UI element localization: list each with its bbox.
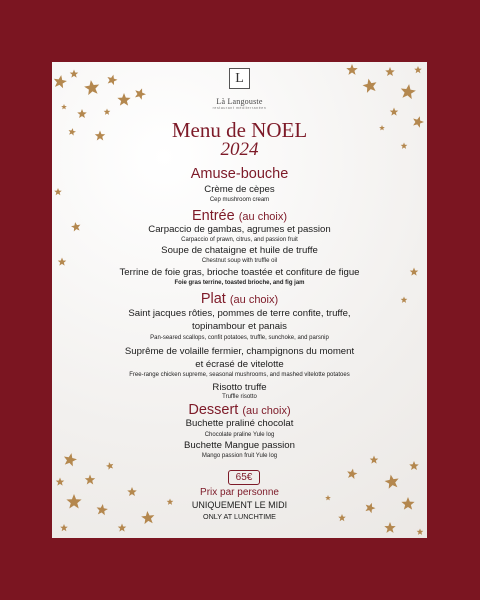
dish-plat-3-translation: Truffle risotto [222,394,257,400]
section-title: Entrée [191,208,235,224]
section-amuse-bouche [52,166,427,183]
brand-tagline: restaurant méditerranéen [212,106,267,110]
price-label: Prix par personne [200,487,279,498]
dish-entree-1-translation: Carpaccio of prawn, citrus, and passion fruit [181,237,298,243]
menu-year: 2024 [220,139,259,160]
dish-entree-3-translation: Foie gras terrine, toasted brioche, and fig jam [174,280,305,286]
dish-plat-3: Risotto truffe [212,382,267,393]
dish-plat-2-line1: Suprême de volaille fermier, champignons du moment [124,346,355,357]
dish-plat-1-line2: topinambour et panais [192,321,287,332]
brand-name: Là Langouste [216,97,263,106]
dish-plat-1-translation: Pan-seared scallops, confit potatoes, truffle, sunchoke, and parsnip [150,335,329,341]
logo-icon: L [229,68,250,89]
dish-plat-1-line1: Saint jacques rôties, pommes de terre confite, truffe, [128,308,351,319]
dish-amuse-1: Crème de cèpes [204,184,275,195]
dish-dessert-2-translation: Mango passion fruit Yule log [201,453,278,459]
dish-plat-2-line2: et écrasé de vitelotte [195,359,284,370]
section-note: (au choix) [229,294,279,306]
section-title: Plat [200,291,226,307]
availability-en: ONLY AT LUNCHTIME [203,512,276,521]
dish-entree-2-translation: Chestnut soup with truffle oil [201,258,278,264]
section-title: Amuse-bouche [190,166,289,182]
dish-entree-3: Terrine de foie gras, brioche toastée et confiture de figue [119,267,360,278]
availability-fr: UNIQUEMENT LE MIDI [191,500,288,510]
menu-title: Menu de NOEL [171,118,308,142]
menu-card [52,62,427,538]
section-title: Dessert [188,402,239,418]
dish-dessert-1-translation: Chocolate praline Yule log [204,432,275,438]
dish-dessert-2: Buchette Mangue passion [184,440,295,451]
dish-amuse-1-translation: Cep mushroom cream [209,197,270,203]
section-note: (au choix) [238,211,288,223]
price-badge: 65€ [228,470,260,485]
dish-entree-2: Soupe de chataigne et huile de truffe [161,245,318,256]
dish-plat-2-translation: Free-range chicken supreme, seasonal mushrooms, and mashed vitelotte potatoes [129,372,350,378]
section-plat [52,291,427,309]
section-note: (au choix) [242,405,291,417]
dish-dessert-1: Buchette praliné chocolat [185,418,294,429]
dish-entree-1: Carpaccio de gambas, agrumes et passion [148,224,331,235]
